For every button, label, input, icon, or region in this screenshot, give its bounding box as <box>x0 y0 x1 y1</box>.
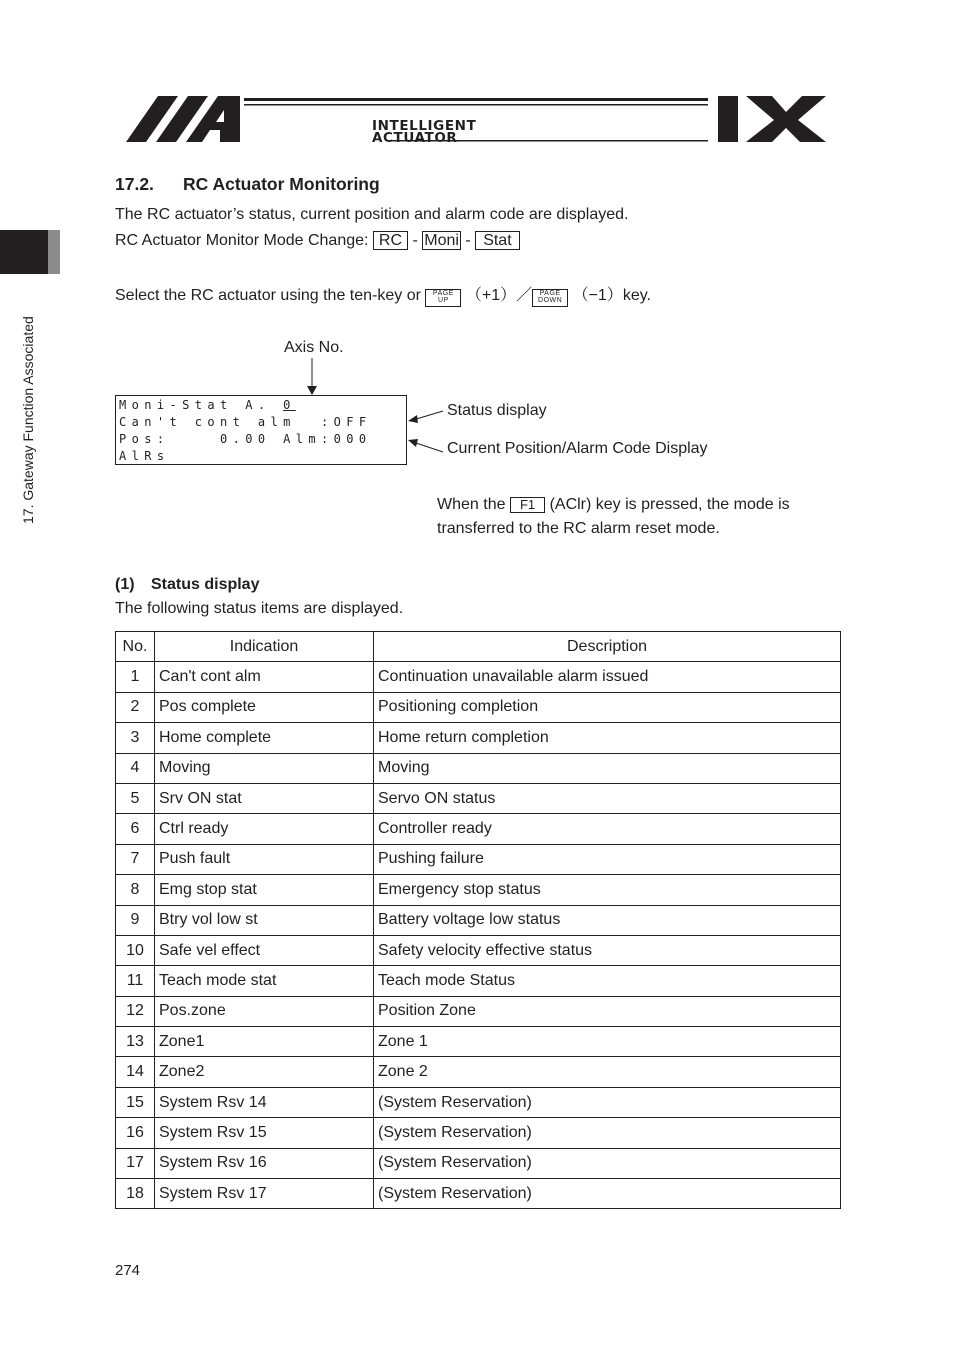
row-indication: Safe vel effect <box>155 935 374 965</box>
row-number: 15 <box>116 1087 155 1117</box>
table-row <box>116 844 841 874</box>
row-number: 9 <box>116 905 155 935</box>
mode-change-line <box>115 231 520 250</box>
table-header-row <box>116 632 841 662</box>
header-indication: Indication <box>155 632 374 662</box>
axis-arrow-icon <box>300 358 324 398</box>
side-tab-marker <box>0 230 48 274</box>
row-number: 12 <box>116 996 155 1026</box>
table-row <box>116 783 841 813</box>
row-indication: Push fault <box>155 844 374 874</box>
plus-one: （+1） <box>465 287 517 304</box>
row-indication: System Rsv 15 <box>155 1118 374 1148</box>
f1-note-prefix: When the <box>437 496 506 513</box>
minus-one: （−1） <box>572 287 623 304</box>
row-description: Continuation unavailable alarm issued <box>374 662 841 692</box>
stat-key: Stat <box>475 231 519 250</box>
row-indication: Can't cont alm <box>155 662 374 692</box>
key-separator: - <box>465 232 471 249</box>
row-indication: System Rsv 14 <box>155 1087 374 1117</box>
subsection-heading <box>115 576 259 594</box>
section-title: RC Actuator Monitoring <box>183 174 380 194</box>
section-heading <box>115 174 380 195</box>
table-row <box>116 723 841 753</box>
mode-change-label: RC Actuator Monitor Mode Change: <box>115 232 369 249</box>
row-number: 2 <box>116 692 155 722</box>
row-description: Emergency stop status <box>374 875 841 905</box>
table-row <box>116 1057 841 1087</box>
table-row <box>116 905 841 935</box>
header-description: Description <box>374 632 841 662</box>
callout-arrows-icon <box>405 400 447 460</box>
row-indication: Pos complete <box>155 692 374 722</box>
status-table <box>115 631 841 1209</box>
row-indication: Home complete <box>155 723 374 753</box>
table-row <box>116 996 841 1026</box>
logo-line-actuator: ACTUATOR <box>372 130 458 146</box>
page-up-key <box>425 289 461 307</box>
row-description: Zone 2 <box>374 1057 841 1087</box>
side-tab-marker-light <box>48 230 60 274</box>
row-indication: Ctrl ready <box>155 814 374 844</box>
f1-note-suffix: (AClr) key is pressed, the mode is <box>549 496 790 513</box>
row-indication: Zone2 <box>155 1057 374 1087</box>
lcd-line-1-prefix: Moni-Stat A. <box>119 398 271 412</box>
row-description: (System Reservation) <box>374 1087 841 1117</box>
row-number: 4 <box>116 753 155 783</box>
row-description: (System Reservation) <box>374 1118 841 1148</box>
row-description: Home return completion <box>374 723 841 753</box>
table-row <box>116 1179 841 1209</box>
page-down-key <box>532 289 568 307</box>
row-number: 7 <box>116 844 155 874</box>
row-number: 8 <box>116 875 155 905</box>
moni-key: Moni <box>424 232 459 249</box>
row-description: (System Reservation) <box>374 1148 841 1178</box>
row-indication: Teach mode stat <box>155 966 374 996</box>
header-logo <box>126 94 826 146</box>
row-description: (System Reservation) <box>374 1179 841 1209</box>
row-number: 11 <box>116 966 155 996</box>
row-number: 16 <box>116 1118 155 1148</box>
row-number: 5 <box>116 783 155 813</box>
row-description: Battery voltage low status <box>374 905 841 935</box>
page-down-key-line1: PAGE <box>539 290 561 297</box>
row-indication: Moving <box>155 753 374 783</box>
table-row <box>116 753 841 783</box>
rc-key: RC <box>373 231 408 250</box>
row-description: Positioning completion <box>374 692 841 722</box>
row-indication: Zone1 <box>155 1027 374 1057</box>
page-up-key-line1: PAGE <box>432 290 454 297</box>
select-text: Select the RC actuator using the ten-key or <box>115 287 421 304</box>
key-separator: - <box>412 232 418 249</box>
page-up-key-line2: UP <box>438 297 449 304</box>
row-indication: Srv ON stat <box>155 783 374 813</box>
lcd-line-1 <box>119 398 296 412</box>
table-row <box>116 1087 841 1117</box>
axis-no-label: Axis No. <box>284 339 344 356</box>
header-no: No. <box>116 632 155 662</box>
lcd-line-3: Pos: 0.00 Alm:000 <box>119 432 372 446</box>
page-down-key-line2: DOWN <box>538 297 563 304</box>
row-number: 14 <box>116 1057 155 1087</box>
row-description: Servo ON status <box>374 783 841 813</box>
row-description: Moving <box>374 753 841 783</box>
table-row <box>116 935 841 965</box>
row-number: 17 <box>116 1148 155 1178</box>
section-number: 17.2. <box>115 174 154 194</box>
row-indication: Pos.zone <box>155 996 374 1026</box>
row-description: Controller ready <box>374 814 841 844</box>
subsection-title: Status display <box>151 576 260 593</box>
lcd-line-2: Can't cont alm :OFF <box>119 415 372 429</box>
table-row <box>116 1027 841 1057</box>
table-row <box>116 662 841 692</box>
row-description: Position Zone <box>374 996 841 1026</box>
table-row <box>116 1118 841 1148</box>
lcd-axis-number: 0 <box>283 398 296 412</box>
row-indication: Btry vol low st <box>155 905 374 935</box>
f1-key: F1 <box>510 497 545 513</box>
select-line <box>115 282 651 307</box>
f1-note-line-2: transferred to the RC alarm reset mode. <box>437 520 720 537</box>
page-number: 274 <box>115 1262 141 1279</box>
row-indication: System Rsv 16 <box>155 1148 374 1178</box>
slash: ／ <box>516 287 533 304</box>
row-number: 1 <box>116 662 155 692</box>
row-number: 6 <box>116 814 155 844</box>
select-suffix: key. <box>622 287 651 304</box>
status-display-callout: Status display <box>447 402 547 419</box>
lcd-display <box>115 395 407 465</box>
row-number: 18 <box>116 1179 155 1209</box>
table-row <box>116 875 841 905</box>
position-alarm-callout: Current Position/Alarm Code Display <box>447 440 708 457</box>
side-tab-label: 17. Gateway Function Associated <box>20 316 36 524</box>
table-body <box>116 662 841 1209</box>
row-indication: System Rsv 17 <box>155 1179 374 1209</box>
row-number: 3 <box>116 723 155 753</box>
table-row <box>116 692 841 722</box>
row-number: 10 <box>116 935 155 965</box>
row-indication: Emg stop stat <box>155 875 374 905</box>
table-row <box>116 966 841 996</box>
section-intro: The RC actuator’s status, current position and alarm code are displayed. <box>115 206 629 223</box>
row-description: Pushing failure <box>374 844 841 874</box>
row-number: 13 <box>116 1027 155 1057</box>
row-description: Zone 1 <box>374 1027 841 1057</box>
row-description: Teach mode Status <box>374 966 841 996</box>
subsection-number: (1) <box>115 576 135 593</box>
subsection-intro: The following status items are displayed. <box>115 600 404 617</box>
f1-note-line-1 <box>437 496 790 514</box>
logo-line-intelligent: INTELLIGENT <box>372 118 477 134</box>
table-row <box>116 1148 841 1178</box>
lcd-line-4: AlRs <box>119 449 170 463</box>
table-row <box>116 814 841 844</box>
row-description: Safety velocity effective status <box>374 935 841 965</box>
